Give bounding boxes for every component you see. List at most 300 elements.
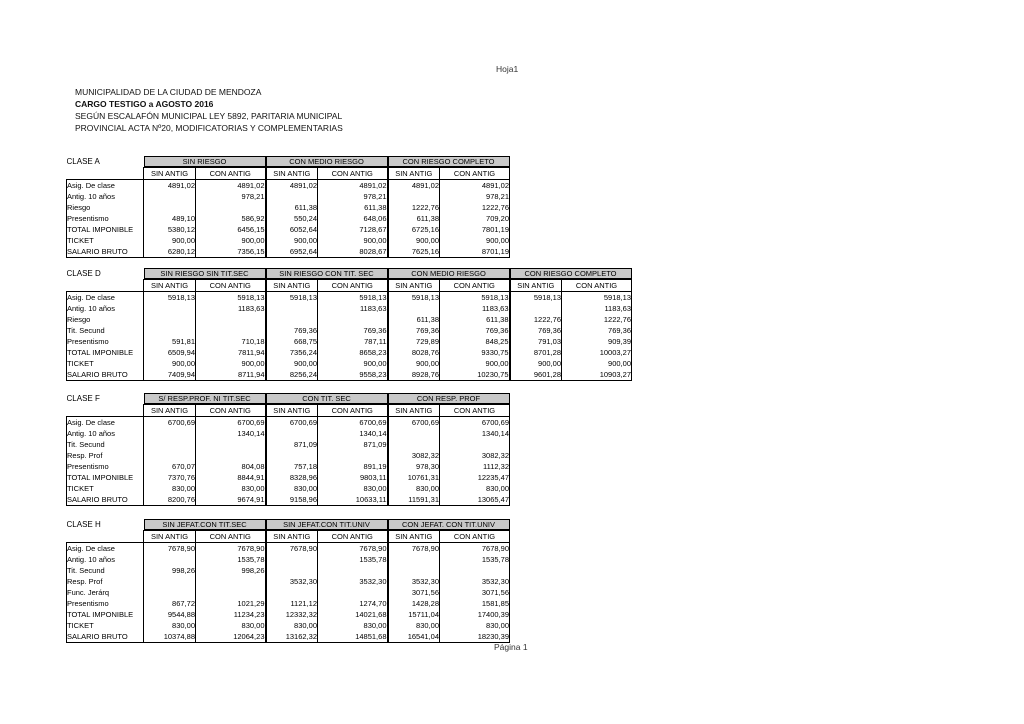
cell-value: 6700,69 bbox=[388, 417, 440, 429]
table-class-label: CLASE A bbox=[66, 157, 100, 167]
cell-value: 710,18 bbox=[196, 336, 266, 347]
cell-value: 6280,12 bbox=[144, 246, 196, 258]
cell-value: 871,09 bbox=[266, 439, 318, 450]
cell-value: 6725,16 bbox=[388, 224, 440, 235]
column-header: CON ANTIG bbox=[318, 168, 388, 180]
cell-value: 5380,12 bbox=[144, 224, 196, 235]
column-header-row bbox=[67, 280, 632, 292]
cell-value: 12332,32 bbox=[266, 609, 318, 620]
table-row bbox=[67, 472, 510, 483]
column-header: CON ANTIG bbox=[440, 280, 510, 292]
cell-value: 978,30 bbox=[388, 461, 440, 472]
salary-table bbox=[66, 519, 510, 643]
cell-value: 900,00 bbox=[440, 235, 510, 246]
column-header: SIN ANTIG bbox=[388, 168, 440, 180]
cell-value bbox=[388, 303, 440, 314]
cell-value: 900,00 bbox=[196, 235, 266, 246]
cell-value: 1428,28 bbox=[388, 598, 440, 609]
cell-value: 7678,90 bbox=[196, 543, 266, 555]
cell-value bbox=[144, 303, 196, 314]
table-row bbox=[67, 631, 510, 643]
cell-value: 550,24 bbox=[266, 213, 318, 224]
cell-value: 9558,23 bbox=[318, 369, 388, 381]
cell-value: 1121,12 bbox=[266, 598, 318, 609]
table-row bbox=[67, 246, 510, 258]
table-row bbox=[67, 180, 510, 192]
cell-value: 8658,23 bbox=[318, 347, 388, 358]
cell-value bbox=[388, 428, 440, 439]
cell-value: 6700,69 bbox=[318, 417, 388, 429]
column-header: SIN ANTIG bbox=[144, 531, 196, 543]
cell-value: 1274,70 bbox=[318, 598, 388, 609]
cell-value: 12064,23 bbox=[196, 631, 266, 643]
cell-value: 9674,91 bbox=[196, 494, 266, 506]
cell-value: 909,39 bbox=[562, 336, 632, 347]
table-row bbox=[67, 235, 510, 246]
row-label: TICKET bbox=[67, 235, 144, 246]
row-label: TICKET bbox=[67, 620, 144, 631]
cell-value: 12235,47 bbox=[440, 472, 510, 483]
cell-value: 5918,13 bbox=[388, 292, 440, 304]
cell-value: 11591,31 bbox=[388, 494, 440, 506]
cell-value: 611,38 bbox=[266, 202, 318, 213]
document-header bbox=[75, 86, 343, 134]
page-number-label: Página 1 bbox=[494, 642, 528, 652]
cell-value bbox=[318, 587, 388, 598]
salary-table-clase-d bbox=[66, 268, 632, 381]
column-header: CON ANTIG bbox=[440, 531, 510, 543]
cell-value bbox=[144, 450, 196, 461]
cell-value bbox=[266, 191, 318, 202]
group-header: CON MEDIO RIESGO bbox=[266, 156, 388, 167]
column-header: SIN ANTIG bbox=[266, 531, 318, 543]
cell-value bbox=[440, 439, 510, 450]
cell-value: 611,38 bbox=[440, 314, 510, 325]
row-label: Presentismo bbox=[67, 598, 144, 609]
cell-value: 4891,02 bbox=[440, 180, 510, 192]
table-row bbox=[67, 565, 510, 576]
cell-value: 998,26 bbox=[144, 565, 196, 576]
cell-value bbox=[440, 565, 510, 576]
column-header-row bbox=[67, 168, 510, 180]
row-label: TOTAL IMPONIBLE bbox=[67, 224, 144, 235]
cell-value bbox=[510, 303, 562, 314]
cell-value: 1340,14 bbox=[440, 428, 510, 439]
cell-value: 900,00 bbox=[144, 235, 196, 246]
cell-value: 586,92 bbox=[196, 213, 266, 224]
salary-table-clase-a bbox=[66, 156, 510, 258]
row-label: Tit. Secund bbox=[67, 325, 144, 336]
cell-value: 1183,63 bbox=[318, 303, 388, 314]
cell-value: 900,00 bbox=[562, 358, 632, 369]
row-label: Antig. 10 años bbox=[67, 428, 144, 439]
table-row bbox=[67, 314, 632, 325]
cell-value: 978,21 bbox=[196, 191, 266, 202]
table-row bbox=[67, 620, 510, 631]
cell-value: 6952,64 bbox=[266, 246, 318, 258]
header-line-acta: PROVINCIAL ACTA Nº20, MODIFICATORIAS Y COMPLEMENTARIAS bbox=[75, 123, 343, 133]
row-label: TOTAL IMPONIBLE bbox=[67, 472, 144, 483]
group-header: CON RIESGO COMPLETO bbox=[388, 156, 510, 167]
cell-value: 8701,28 bbox=[510, 347, 562, 358]
table-row bbox=[67, 609, 510, 620]
salary-table bbox=[66, 268, 632, 381]
cell-value bbox=[266, 428, 318, 439]
table-row bbox=[67, 439, 510, 450]
column-header: CON ANTIG bbox=[440, 405, 510, 417]
cell-value: 8256,24 bbox=[266, 369, 318, 381]
cell-value: 4891,02 bbox=[318, 180, 388, 192]
cell-value bbox=[266, 587, 318, 598]
column-header: SIN ANTIG bbox=[266, 280, 318, 292]
cell-value: 14851,68 bbox=[318, 631, 388, 643]
cell-value: 13162,32 bbox=[266, 631, 318, 643]
cell-value bbox=[196, 587, 266, 598]
cell-value: 900,00 bbox=[144, 358, 196, 369]
cell-value: 787,11 bbox=[318, 336, 388, 347]
cell-value: 1340,14 bbox=[318, 428, 388, 439]
row-label: SALARIO BRUTO bbox=[67, 369, 144, 381]
table-row bbox=[67, 554, 510, 565]
cell-value: 14021,68 bbox=[318, 609, 388, 620]
cell-value: 900,00 bbox=[388, 358, 440, 369]
cell-value: 3082,32 bbox=[440, 450, 510, 461]
group-header: SIN RIESGO bbox=[144, 156, 266, 167]
column-header: CON ANTIG bbox=[196, 531, 266, 543]
table-class-label: CLASE D bbox=[66, 269, 101, 279]
cell-value: 6052,64 bbox=[266, 224, 318, 235]
group-header: SIN RIESGO SIN TIT.SEC bbox=[144, 268, 266, 279]
sheet-name-label: Hoja1 bbox=[496, 64, 519, 74]
cell-value: 1535,78 bbox=[318, 554, 388, 565]
column-header: SIN ANTIG bbox=[388, 405, 440, 417]
cell-value: 1112,32 bbox=[440, 461, 510, 472]
group-header: CON RIESGO COMPLETO bbox=[510, 268, 632, 279]
cell-value bbox=[144, 439, 196, 450]
cell-value: 5918,13 bbox=[440, 292, 510, 304]
cell-value: 3532,30 bbox=[440, 576, 510, 587]
cell-value: 10003,27 bbox=[562, 347, 632, 358]
cell-value: 1183,63 bbox=[562, 303, 632, 314]
column-header: SIN ANTIG bbox=[144, 405, 196, 417]
column-header: SIN ANTIG bbox=[266, 405, 318, 417]
table-row bbox=[67, 303, 632, 314]
cell-value bbox=[196, 439, 266, 450]
salary-table bbox=[66, 156, 510, 258]
header-line-law: SEGÚN ESCALAFÓN MUNICIPAL LEY 5892, PARITARIA MUNICIPAL bbox=[75, 111, 343, 121]
table-row bbox=[67, 202, 510, 213]
group-header-row bbox=[67, 156, 510, 168]
cell-value: 769,36 bbox=[510, 325, 562, 336]
cell-value: 4891,02 bbox=[388, 180, 440, 192]
row-label: SALARIO BRUTO bbox=[67, 631, 144, 643]
cell-value bbox=[196, 576, 266, 587]
cell-value: 10903,27 bbox=[562, 369, 632, 381]
table-row bbox=[67, 347, 632, 358]
cell-value: 9544,88 bbox=[144, 609, 196, 620]
table-row bbox=[67, 587, 510, 598]
group-header: CON TIT. SEC bbox=[266, 393, 388, 404]
column-header: SIN ANTIG bbox=[388, 280, 440, 292]
salary-table bbox=[66, 393, 510, 506]
cell-value: 3071,56 bbox=[440, 587, 510, 598]
cell-value: 7678,90 bbox=[144, 543, 196, 555]
cell-value: 830,00 bbox=[318, 483, 388, 494]
cell-value: 611,38 bbox=[388, 314, 440, 325]
cell-value: 7678,90 bbox=[388, 543, 440, 555]
cell-value: 4891,02 bbox=[196, 180, 266, 192]
cell-value: 8028,67 bbox=[318, 246, 388, 258]
group-header: SIN JEFAT.CON TIT.SEC bbox=[144, 519, 266, 530]
cell-value: 18230,39 bbox=[440, 631, 510, 643]
cell-value: 5918,13 bbox=[510, 292, 562, 304]
group-header: SIN RIESGO CON TIT. SEC bbox=[266, 268, 388, 279]
cell-value: 830,00 bbox=[266, 483, 318, 494]
cell-value: 6509,94 bbox=[144, 347, 196, 358]
cell-value: 7625,16 bbox=[388, 246, 440, 258]
cell-value: 1581,85 bbox=[440, 598, 510, 609]
cell-value: 9803,11 bbox=[318, 472, 388, 483]
row-label: Presentismo bbox=[67, 461, 144, 472]
cell-value: 4891,02 bbox=[266, 180, 318, 192]
column-header: CON ANTIG bbox=[196, 405, 266, 417]
group-header: CON RESP. PROF bbox=[388, 393, 510, 404]
cell-value: 791,03 bbox=[510, 336, 562, 347]
salary-table-clase-h bbox=[66, 519, 510, 643]
cell-value: 9330,75 bbox=[440, 347, 510, 358]
cell-value: 7370,76 bbox=[144, 472, 196, 483]
cell-value: 900,00 bbox=[318, 235, 388, 246]
cell-value bbox=[388, 554, 440, 565]
table-row bbox=[67, 191, 510, 202]
table-row bbox=[67, 369, 632, 381]
cell-value: 1340,14 bbox=[196, 428, 266, 439]
cell-value bbox=[318, 565, 388, 576]
cell-value: 16541,04 bbox=[388, 631, 440, 643]
cell-value: 3082,32 bbox=[388, 450, 440, 461]
row-label: Presentismo bbox=[67, 336, 144, 347]
group-header: CON MEDIO RIESGO bbox=[388, 268, 510, 279]
row-label: Asig. De clase bbox=[67, 292, 144, 304]
cell-value bbox=[196, 325, 266, 336]
cell-value: 10633,11 bbox=[318, 494, 388, 506]
cell-value: 900,00 bbox=[318, 358, 388, 369]
cell-value bbox=[266, 450, 318, 461]
row-label: Asig. De clase bbox=[67, 543, 144, 555]
cell-value: 11234,23 bbox=[196, 609, 266, 620]
table-row bbox=[67, 417, 510, 429]
cell-value bbox=[144, 202, 196, 213]
cell-value: 769,36 bbox=[562, 325, 632, 336]
row-label: Antig. 10 años bbox=[67, 191, 144, 202]
row-label: Antig. 10 años bbox=[67, 303, 144, 314]
cell-value bbox=[144, 576, 196, 587]
cell-value bbox=[266, 314, 318, 325]
cell-value: 900,00 bbox=[266, 235, 318, 246]
row-label: TOTAL IMPONIBLE bbox=[67, 347, 144, 358]
cell-value: 1222,76 bbox=[510, 314, 562, 325]
cell-value: 900,00 bbox=[266, 358, 318, 369]
row-label: Resp. Prof bbox=[67, 450, 144, 461]
cell-value bbox=[144, 554, 196, 565]
column-header: CON ANTIG bbox=[318, 405, 388, 417]
cell-value: 900,00 bbox=[196, 358, 266, 369]
group-header: SIN JEFAT.CON TIT.UNIV bbox=[266, 519, 388, 530]
cell-value: 611,38 bbox=[318, 202, 388, 213]
cell-value: 900,00 bbox=[388, 235, 440, 246]
cell-value: 6700,69 bbox=[144, 417, 196, 429]
cell-value: 8711,94 bbox=[196, 369, 266, 381]
cell-value: 9601,28 bbox=[510, 369, 562, 381]
cell-value: 9158,96 bbox=[266, 494, 318, 506]
cell-value bbox=[388, 565, 440, 576]
cell-value bbox=[196, 202, 266, 213]
table-row bbox=[67, 292, 632, 304]
cell-value: 6700,69 bbox=[266, 417, 318, 429]
row-label: Antig. 10 años bbox=[67, 554, 144, 565]
cell-value: 830,00 bbox=[388, 620, 440, 631]
cell-value: 7678,90 bbox=[318, 543, 388, 555]
cell-value: 804,08 bbox=[196, 461, 266, 472]
cell-value: 867,72 bbox=[144, 598, 196, 609]
cell-value: 769,36 bbox=[318, 325, 388, 336]
cell-value bbox=[144, 587, 196, 598]
cell-value: 8701,19 bbox=[440, 246, 510, 258]
row-label: Tit. Secund bbox=[67, 439, 144, 450]
cell-value: 3532,30 bbox=[266, 576, 318, 587]
cell-value: 670,07 bbox=[144, 461, 196, 472]
table-class-label: CLASE H bbox=[66, 520, 101, 530]
cell-value bbox=[196, 314, 266, 325]
header-line-municipality: MUNICIPALIDAD DE LA CIUDAD DE MENDOZA bbox=[75, 87, 262, 97]
cell-value bbox=[196, 450, 266, 461]
cell-value: 830,00 bbox=[266, 620, 318, 631]
cell-value: 757,18 bbox=[266, 461, 318, 472]
cell-value: 7811,94 bbox=[196, 347, 266, 358]
column-header: CON ANTIG bbox=[318, 280, 388, 292]
row-label: TICKET bbox=[67, 483, 144, 494]
cell-value: 848,25 bbox=[440, 336, 510, 347]
cell-value: 5918,13 bbox=[144, 292, 196, 304]
cell-value: 830,00 bbox=[440, 483, 510, 494]
table-row bbox=[67, 598, 510, 609]
cell-value bbox=[388, 191, 440, 202]
column-header: CON ANTIG bbox=[196, 168, 266, 180]
cell-value: 8200,76 bbox=[144, 494, 196, 506]
salary-table-clase-f bbox=[66, 393, 510, 506]
cell-value: 8844,91 bbox=[196, 472, 266, 483]
row-label: Riesgo bbox=[67, 314, 144, 325]
cell-value: 830,00 bbox=[196, 483, 266, 494]
cell-value: 1535,78 bbox=[440, 554, 510, 565]
cell-value: 4891,02 bbox=[144, 180, 196, 192]
row-label: Presentismo bbox=[67, 213, 144, 224]
cell-value: 8328,96 bbox=[266, 472, 318, 483]
row-label: Tit. Secund bbox=[67, 565, 144, 576]
cell-value: 5918,13 bbox=[318, 292, 388, 304]
cell-value: 591,81 bbox=[144, 336, 196, 347]
cell-value: 5918,13 bbox=[196, 292, 266, 304]
cell-value: 900,00 bbox=[510, 358, 562, 369]
table-row bbox=[67, 336, 632, 347]
column-header: CON ANTIG bbox=[318, 531, 388, 543]
cell-value: 830,00 bbox=[318, 620, 388, 631]
cell-value: 978,21 bbox=[440, 191, 510, 202]
table-class-label: CLASE F bbox=[66, 394, 100, 404]
cell-value: 8928,76 bbox=[388, 369, 440, 381]
group-header-row bbox=[67, 268, 632, 280]
table-row bbox=[67, 494, 510, 506]
row-label: Asig. De clase bbox=[67, 180, 144, 192]
cell-value: 769,36 bbox=[266, 325, 318, 336]
table-row bbox=[67, 213, 510, 224]
column-header-row bbox=[67, 531, 510, 543]
cell-value bbox=[266, 565, 318, 576]
table-row bbox=[67, 224, 510, 235]
cell-value: 1183,63 bbox=[440, 303, 510, 314]
group-header: CON JEFAT. CON TIT.UNIV bbox=[388, 519, 510, 530]
table-row bbox=[67, 483, 510, 494]
cell-value: 7356,24 bbox=[266, 347, 318, 358]
cell-value: 611,38 bbox=[388, 213, 440, 224]
cell-value: 15711,04 bbox=[388, 609, 440, 620]
cell-value: 998,26 bbox=[196, 565, 266, 576]
row-label: Asig. De clase bbox=[67, 417, 144, 429]
cell-value: 1222,76 bbox=[440, 202, 510, 213]
cell-value bbox=[388, 439, 440, 450]
row-label: TICKET bbox=[67, 358, 144, 369]
cell-value bbox=[144, 428, 196, 439]
cell-value: 830,00 bbox=[440, 620, 510, 631]
cell-value: 5918,13 bbox=[562, 292, 632, 304]
cell-value: 891,19 bbox=[318, 461, 388, 472]
row-label: Riesgo bbox=[67, 202, 144, 213]
cell-value: 6700,69 bbox=[440, 417, 510, 429]
column-header: CON ANTIG bbox=[440, 168, 510, 180]
cell-value: 8028,76 bbox=[388, 347, 440, 358]
cell-value: 709,20 bbox=[440, 213, 510, 224]
cell-value: 1535,78 bbox=[196, 554, 266, 565]
cell-value: 729,89 bbox=[388, 336, 440, 347]
column-header: SIN ANTIG bbox=[144, 168, 196, 180]
cell-value: 17400,39 bbox=[440, 609, 510, 620]
cell-value: 1222,76 bbox=[388, 202, 440, 213]
cell-value: 7356,15 bbox=[196, 246, 266, 258]
cell-value bbox=[266, 554, 318, 565]
cell-value: 7678,90 bbox=[440, 543, 510, 555]
column-header: SIN ANTIG bbox=[510, 280, 562, 292]
cell-value: 830,00 bbox=[196, 620, 266, 631]
row-label: Resp. Prof bbox=[67, 576, 144, 587]
row-label: TOTAL IMPONIBLE bbox=[67, 609, 144, 620]
table-row bbox=[67, 358, 632, 369]
cell-value: 830,00 bbox=[144, 620, 196, 631]
table-row bbox=[67, 450, 510, 461]
cell-value: 648,06 bbox=[318, 213, 388, 224]
table-row bbox=[67, 325, 632, 336]
cell-value: 1021,29 bbox=[196, 598, 266, 609]
cell-value bbox=[144, 325, 196, 336]
cell-value: 6700,69 bbox=[196, 417, 266, 429]
cell-value bbox=[318, 314, 388, 325]
group-header-row bbox=[67, 519, 510, 531]
row-label: SALARIO BRUTO bbox=[67, 494, 144, 506]
table-row bbox=[67, 428, 510, 439]
cell-value: 3071,56 bbox=[388, 587, 440, 598]
cell-value: 668,75 bbox=[266, 336, 318, 347]
cell-value: 10230,75 bbox=[440, 369, 510, 381]
cell-value: 7128,67 bbox=[318, 224, 388, 235]
